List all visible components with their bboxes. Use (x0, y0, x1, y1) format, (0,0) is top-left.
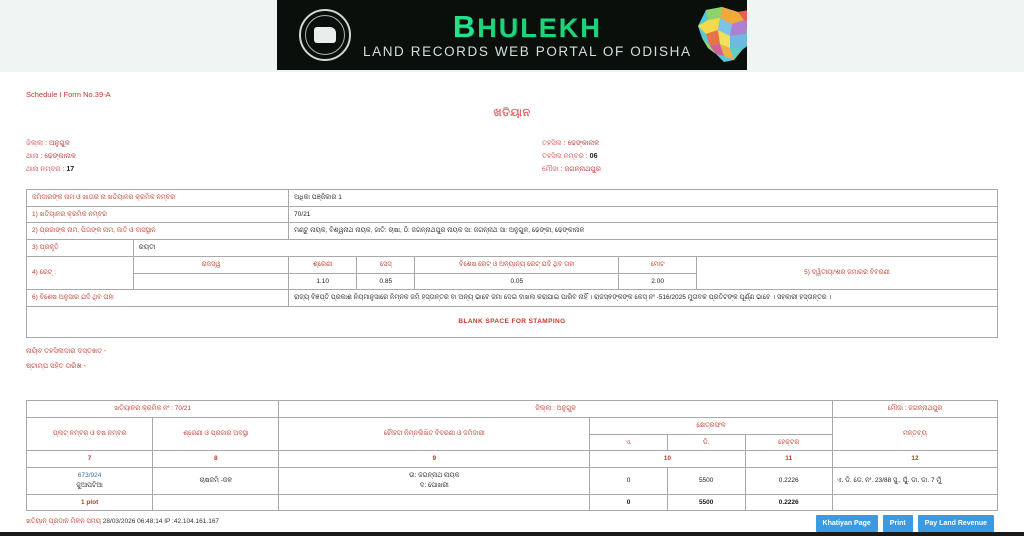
document-meta (26, 138, 998, 177)
col-header-class-status: ଶ୍ରେଣୀ ଓ ପ୍ରଜାର ଅବସ୍ଥା (153, 417, 279, 451)
document-body (0, 90, 1024, 526)
blank-space-for-stamping: BLANK SPACE FOR STAMPING (27, 307, 998, 338)
meta-mouza-label: ମୌଜା (542, 165, 559, 173)
meta-right-column (512, 138, 998, 177)
colnum-12: 12 (832, 451, 997, 468)
owner-serial-value: ଅଧିକା ପଞ୍ଜିକାର 1 (289, 189, 998, 206)
signature-stamp-date: ଷ୍ଟାମ୍ପ ସହିତ ତାରିଖ - (26, 362, 86, 370)
plot-number-cell (27, 468, 153, 495)
meta-left-column (26, 138, 512, 177)
meta-tahasil-number-label: ତହସିଲ ନମ୍ବର (542, 152, 584, 160)
banner-inner (277, 0, 747, 70)
colnum-7: 7 (27, 451, 153, 468)
total-area-decimal: 5500 (667, 494, 745, 511)
meta-district (26, 138, 512, 151)
site-subtitle: LAND RECORDS WEB PORTAL OF ODISHA (363, 44, 692, 60)
meta-sep: : (563, 140, 566, 147)
khatiyan-serial-label: 1) ଖତିୟାନର କ୍ରମିକ ନମ୍ବର (27, 206, 289, 223)
plot-area-decimal: 5500 (667, 468, 745, 495)
signature-tahasildar: ନାୟିବ ତହସିଲଦାର ଦସ୍ତଖତ - (26, 347, 107, 355)
pay-land-revenue-button[interactable]: Pay Land Revenue (918, 515, 994, 532)
page-title: ଖତିୟାନ (493, 107, 531, 119)
print-button[interactable]: Print (883, 515, 913, 532)
col-header-plot-number: ପ୍ଲଟ୍ ନମ୍ବର ଓ ଚଷ ନମ୍ବର (27, 417, 153, 451)
meta-sep: : (560, 165, 563, 173)
signature-block (26, 345, 998, 374)
plot-number-subtext: ଜୁଆପଟିଆ (76, 481, 103, 489)
meta-tahasil-value: ଢେଙ୍କାନାଳ (567, 140, 600, 147)
table-row (27, 290, 998, 307)
meta-thana-number-label: ଥାନା ନମ୍ବର (26, 165, 61, 173)
plot-details-table (26, 400, 998, 511)
bottom-strip (0, 532, 1024, 536)
meta-thana-number (26, 164, 512, 177)
table-row (27, 468, 998, 495)
meta-thana-value: ଢେଙ୍କାନାଳ (44, 152, 76, 160)
site-banner (0, 0, 1024, 72)
nature-value: ରୟତୀ (133, 240, 997, 257)
rent-header-cess: ସେସ୍ (357, 256, 415, 273)
khatiyan-detail-table (26, 189, 998, 338)
rent-value-total: 2.00 (619, 273, 697, 290)
site-title-initial: B (452, 9, 478, 45)
colnum-10: 10 (590, 451, 745, 468)
table-row-total (27, 494, 998, 511)
table-row (27, 206, 998, 223)
khatiyan-serial-value: 70/21 (289, 206, 998, 223)
rent-value-revenue (133, 273, 288, 290)
plot-boundary (279, 468, 590, 495)
meta-tahasil-number (542, 151, 998, 164)
footer-note-label: ଖତିୟାନ୍ ପ୍ରଦାନ ମିଳନ ସମୟ (26, 518, 101, 526)
plot-table-district: ଜିଲ୍ଲା : ଅନୁଗୁଳ (279, 401, 832, 418)
table-row (27, 240, 998, 257)
rent-header-class: ଶ୍ରେଣୀ (289, 256, 357, 273)
nature-label: 3) ପ୍ରକୃତି (27, 240, 134, 257)
colnum-9: 9 (279, 451, 590, 468)
total-blank-3 (832, 494, 997, 511)
odisha-government-seal-icon (299, 9, 351, 61)
owner-serial-label: ଜମିଦାରଙ୍କ ନାମ ଓ ଖାତାର ନା ଖତିୟାନର କ୍ରମିକ ନମ୍ବର (27, 189, 289, 206)
meta-thana (26, 151, 512, 164)
odisha-state-map-icon (692, 4, 747, 66)
meta-sep: : (585, 152, 588, 160)
meta-thana-number-value: 17 (66, 165, 75, 173)
khatiyan-page-button[interactable]: Khatiyan Page (816, 515, 878, 532)
total-area-acre: 0 (590, 494, 668, 511)
colnum-8: 8 (153, 451, 279, 468)
table-row (27, 417, 998, 434)
site-title-rest: HULEKH (477, 13, 602, 44)
rent-header-special: ବିଶେଷ ରେଟ୍ ଓ ଅନ୍ୟାନ୍ୟ ରେଟ୍ ଯଦି ଥିବ ତାହା (415, 256, 619, 273)
meta-district-label: ଜିଲ୍ଲା (26, 140, 44, 147)
banner-text-block (363, 11, 692, 59)
col-header-area-decimal: ଡି. (667, 434, 745, 451)
rent-label: 4) ରେଟ୍ : (27, 256, 134, 290)
meta-mouza-value: ଜଗନ୍ନାଥପୁର (564, 165, 601, 173)
action-button-bar (816, 515, 994, 532)
total-area-hectare: 0.2226 (745, 494, 832, 511)
footer-timestamp: 28/03/2026 06:48:14 IP :42.104.161.167 (102, 518, 220, 526)
site-title (363, 9, 692, 45)
col-header-area-hectare: ହେକ୍ଟର (745, 434, 832, 451)
total-plot-count: 1 plot (27, 494, 153, 511)
col-header-boundary: ଚୌହଦ୍ଦୀ ନିମ୍ନଲିଖିତ ବିବରଣୀ ଓ ଜମିଦାରୀ (279, 417, 590, 451)
meta-tahasil-label: ତହସିଲ (542, 140, 562, 147)
table-row (27, 223, 998, 240)
special-remarks-label: 6) ବିଶେଷ ଅନୁସାର ଯଦି ଥିବ ତାହା (27, 290, 289, 307)
plot-table-mouza: ମୌଜା : ଜଗନ୍ନାଥପୁର (832, 401, 997, 418)
plot-area-acre: 0 (590, 468, 668, 495)
tenant-details-label: 2) ପ୍ରଜାଙ୍କ ନାମ, ପିତାଙ୍କ ନାମ, ଜାତି ଓ ବାସସ୍ଥାନ (27, 223, 289, 240)
rent-value-cess: 0.85 (357, 273, 415, 290)
rent-value-special: 0.05 (415, 273, 619, 290)
col-header-remarks: ମନ୍ତବ୍ୟ (832, 417, 997, 451)
plot-number-link[interactable]: 673/924 (77, 472, 102, 480)
meta-sep: : (45, 140, 48, 147)
special-remarks-value: ରାଜ୍ୟ ବିଜ୍ଞପ୍ତି ପ୍ରକାଶ ନିୟମାନୁସାରେ ନିମ୍ନକ ଜମି ହସ୍ତାନ୍ତର ବା ଅନ୍ୟ ଭାବେ ଜମା ଦେଇ ଦାଖଲ କରାଯାଇ ପାରିବ ନାହିଁ । ରାଜସ୍ଵଙ୍କଙ୍କ କେସ୍ ନଂ -516/2025 ମୁତାବକ ପ୍ରତିଟଙ୍କ ପୂର୍ଣ୍ଣ ଭାବେ । ସହକାରୀ ହସ୍ତାନ୍ତର । (289, 290, 998, 307)
meta-thana-label: ଥାନା (26, 152, 39, 160)
rent-value-class: 1.10 (289, 273, 357, 290)
rent-header-total: ମୋଟ (619, 256, 697, 273)
plot-table-khatiyan-serial: ଖତିୟାନର କ୍ରମିକ ନଂ : 70/21 (27, 401, 279, 418)
total-blank-1 (153, 494, 279, 511)
plot-class-status: ଚାଷଜମି -ଜଳ (153, 468, 279, 495)
table-row-column-numbers (27, 451, 998, 468)
plot-boundary-north: ଉ: ଜଗନ୍ନାଥ ନାୟକ (409, 472, 460, 480)
table-row (27, 256, 998, 273)
rent-header-revenue: ରାଜସ୍ୱ (133, 256, 288, 273)
table-row (27, 189, 998, 206)
col-header-area-group: କ୍ଷେତ୍ରଫଳ (590, 417, 833, 434)
meta-sep: : (62, 165, 65, 173)
second-part-details-header: 5) ଦ୍ୱିତୀୟାଂଶର ଜମାରର ବିବରଣୀ (696, 256, 997, 290)
meta-tahasil (542, 138, 998, 151)
table-row (27, 401, 998, 418)
table-row (27, 307, 998, 338)
meta-mouza (542, 164, 998, 177)
col-header-area-acre: ଏ. (590, 434, 668, 451)
meta-tahasil-number-value: 06 (589, 152, 598, 160)
plot-remarks: ଏ. ଡି. ଡେ. ନଂ. 23/88 ସୁ., ପୁଁ. ଡା. ଡା. 7 ମୁଁ (832, 468, 997, 495)
schedule-form-number: Schedule I Form No.39-A (26, 90, 111, 99)
colnum-11: 11 (745, 451, 832, 468)
plot-boundary-south: ଦ: ପୋଖରୀ (419, 481, 449, 489)
plot-area-hectare: 0.2226 (745, 468, 832, 495)
total-blank-2 (279, 494, 590, 511)
tenant-details-value: ମଣ୍ଟୁ ନାୟକ, ବିଶ୍ୱନାଥ ନାୟକ, ଜାତି: ଚାଷା, ଠି: ଜଗନ୍ନାଥପୁର ନାୟକ ସା: ଜଗନ୍ନାଥ ସା: ଅନୁଗୁଳ, ଢେଙ୍କୀ, ଢେଙ୍କାନାଳ (289, 223, 998, 240)
meta-sep: : (40, 152, 43, 160)
meta-district-value: ଅନୁଗୁଳ (49, 140, 70, 147)
